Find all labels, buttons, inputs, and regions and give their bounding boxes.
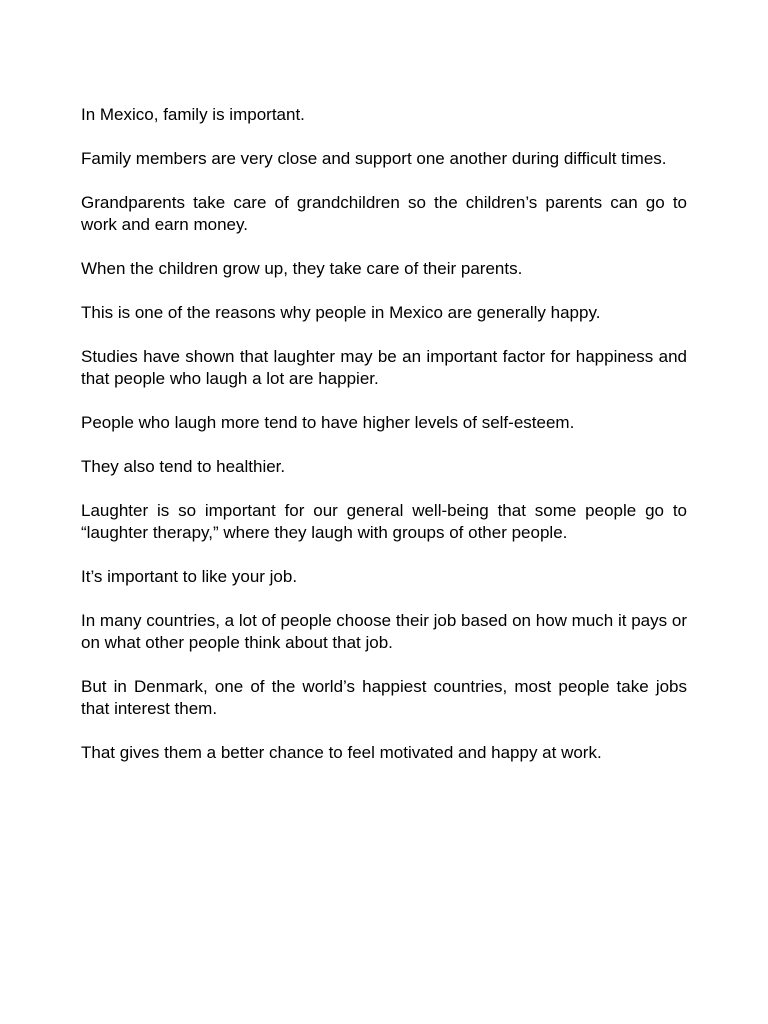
paragraph: This is one of the reasons why people in Mexico are generally happy.: [81, 303, 601, 322]
paragraph: Family members are very close and support one another during difficult times.: [81, 149, 667, 168]
paragraph: Studies have shown that laughter may be an important factor for happiness and that people who laugh a lot are happier.: [81, 347, 687, 388]
paragraph: Grandparents take care of grandchildren so the children’s parents can go to work and earn money.: [81, 193, 687, 234]
paragraph: But in Denmark, one of the world’s happiest countries, most people take jobs that interest them.: [81, 677, 687, 718]
paragraph: When the children grow up, they take care of their parents.: [81, 259, 523, 278]
paragraph: That gives them a better chance to feel motivated and happy at work.: [81, 743, 602, 762]
document-body: [81, 104, 687, 786]
paragraph: In Mexico, family is important.: [81, 105, 305, 124]
paragraph: In many countries, a lot of people choose their job based on how much it pays or on what other people think about that job.: [81, 611, 687, 652]
paragraph: They also tend to healthier.: [81, 457, 286, 476]
paragraph: It’s important to like your job.: [81, 567, 298, 586]
paragraph: Laughter is so important for our general well-being that some people go to “laughter therapy,” where they laugh with groups of other people.: [81, 501, 687, 542]
paragraph: People who laugh more tend to have higher levels of self-esteem.: [81, 413, 575, 432]
